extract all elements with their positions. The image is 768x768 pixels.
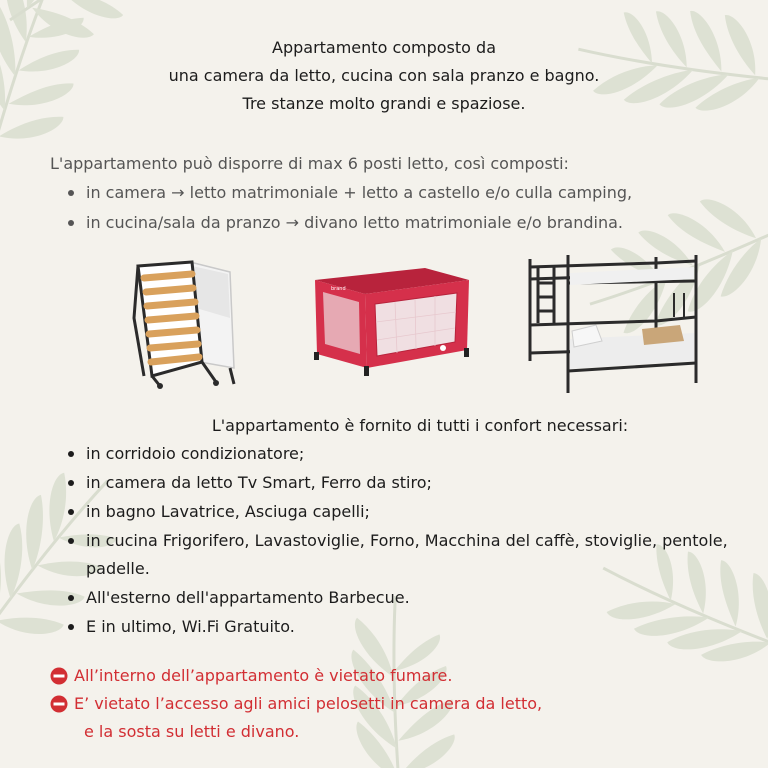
bunk-bed-icon [524,253,704,395]
intro-line: Tre stanze molto grandi e spaziose. [242,94,526,113]
comforts-list [62,440,742,642]
travel-crib-icon [305,262,475,387]
comforts-title: L'appartamento è fornito di tutti i confort necessari: [211,416,629,435]
list-item [62,469,742,497]
warning-item [50,690,542,718]
intro-line: Appartamento composto da [272,38,496,57]
beds-list [62,178,632,238]
list-item [62,440,742,468]
intro-line: una camera da letto, cucina con sala pranzo e bagno. [168,66,600,85]
list-item-text: in camera → letto matrimoniale + letto a castello e/o culla camping, [86,183,633,202]
list-item [62,584,742,612]
warning-text-continued: e la sosta su letti e divano. [84,722,300,741]
bullet-icon [68,538,74,544]
intro-block [0,34,768,118]
warning-item [50,662,542,690]
list-item-text: in cucina Frigorifero, Lavastoviglie, Forno, Macchina del caffè, stoviglie, pentole, padelle. [86,531,728,578]
warnings-block [50,662,542,746]
list-item [62,498,742,526]
bullet-icon [68,190,74,196]
bullet-icon [68,480,74,486]
list-item [62,527,742,583]
list-item [62,178,632,208]
bullet-icon [68,624,74,630]
list-item-text: in cucina/sala da pranzo → divano letto matrimoniale e/o brandina. [86,213,624,232]
list-item [62,208,632,238]
list-item-text: in camera da letto Tv Smart, Ferro da stiro; [86,473,432,492]
list-item-text: in corridoio condizionatore; [86,444,305,463]
svg-text:brand: brand [331,286,346,292]
list-item-text: in bagno Lavatrice, Asciuga capelli; [86,502,370,521]
no-entry-icon [50,695,68,713]
folding-bed-icon [130,258,240,390]
bullet-icon [68,509,74,515]
bullet-icon [68,220,74,226]
bullet-icon [68,595,74,601]
beds-title: L'appartamento può disporre di max 6 posti letto, così composti: [50,154,569,173]
warning-text: All’interno dell’appartamento è vietato fumare. [74,666,453,685]
no-entry-icon [50,667,68,685]
bullet-icon [68,451,74,457]
list-item-text: E in ultimo, Wi.Fi Gratuito. [86,617,295,636]
warning-text: E’ vietato l’accesso agli amici pelosetti in camera da letto, [74,694,543,713]
list-item [62,613,742,641]
list-item-text: All'esterno dell'appartamento Barbecue. [86,588,410,607]
